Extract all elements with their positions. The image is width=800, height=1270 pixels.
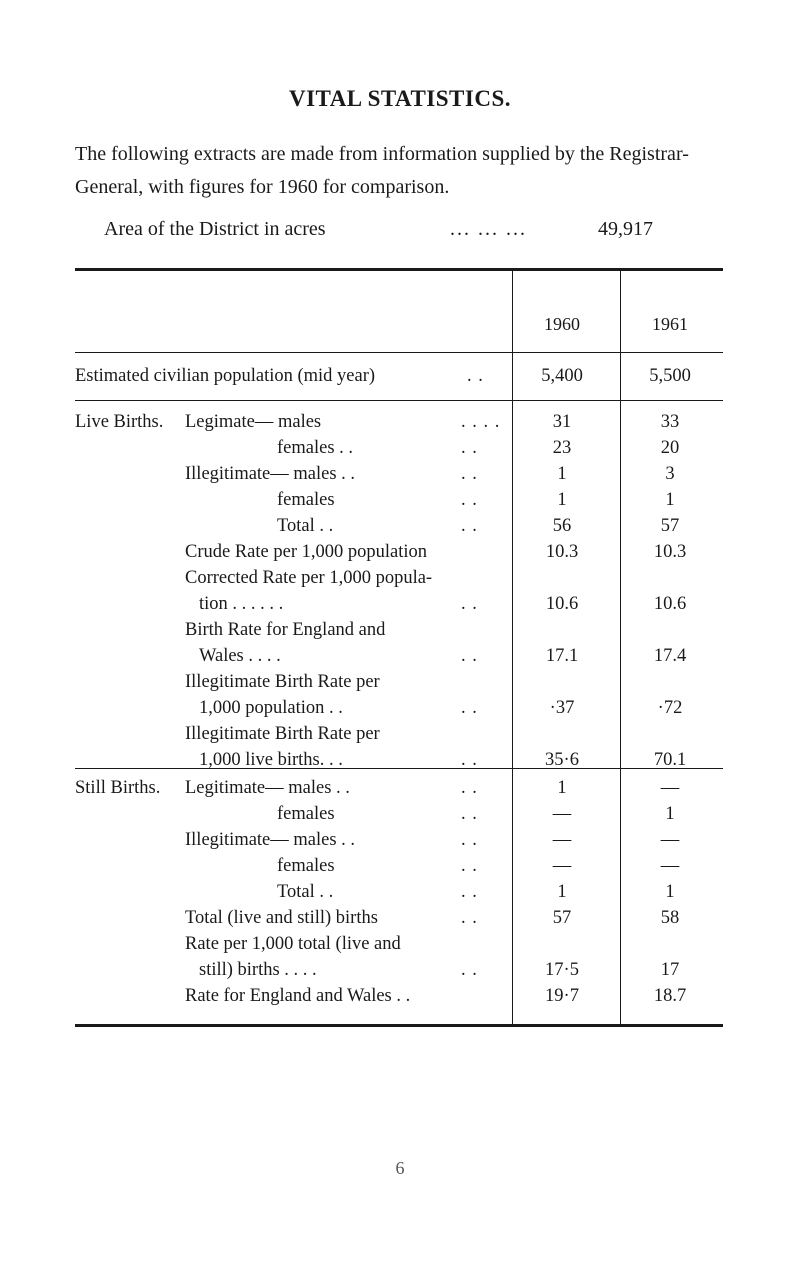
value-1960: 57 (552, 908, 572, 928)
row-leader: . . (461, 908, 478, 928)
row-leader: . . (461, 882, 478, 902)
intro-paragraph: The following extracts are made from information supplied by the Registrar-General, with figures for 1960 for comparison. (75, 143, 689, 198)
value-1960: — (552, 804, 572, 824)
table-row (75, 438, 725, 464)
table-row (75, 568, 725, 594)
table-row (75, 856, 725, 882)
row-label: Legitimate— males . . (185, 778, 350, 798)
row-leader: . . (467, 366, 484, 386)
value-1961: 20 (660, 438, 680, 458)
value-1960: ·37 (549, 698, 575, 718)
value-1961: 5,500 (649, 366, 691, 386)
table-bottom-rule (75, 1024, 723, 1027)
value-1961: 18.7 (653, 986, 687, 1006)
column-header-1961: 1961 (652, 314, 688, 334)
row-label: Rate per 1,000 total (live and (185, 934, 401, 954)
row-label: tion . . . . . . (199, 594, 284, 614)
value-1961: 1 (665, 804, 675, 824)
section-label: Still Births. (75, 778, 161, 798)
table-row (75, 830, 725, 856)
row-label: females (277, 804, 335, 824)
table-row (75, 986, 725, 1012)
value-1961: 10.6 (653, 594, 687, 614)
row-label: females . . (277, 438, 354, 458)
row-label: Total . . (277, 882, 334, 902)
table-row (75, 672, 725, 698)
row-leader: . . (461, 804, 478, 824)
value-1961: ·72 (657, 698, 683, 718)
table-row (75, 882, 725, 908)
table-row (75, 542, 725, 568)
row-label: Legimate— males (185, 412, 322, 432)
row-label: Birth Rate for England and (185, 620, 386, 640)
value-1961: 1 (665, 490, 675, 510)
value-1960: 1 (557, 490, 567, 510)
value-1961: — (660, 830, 680, 850)
row-leader: . . (461, 516, 478, 536)
section-label: Live Births. (75, 412, 164, 432)
row-label: Corrected Rate per 1,000 popula- (185, 568, 433, 588)
row-label: Wales . . . . (199, 646, 281, 666)
table-row (75, 516, 725, 542)
population-rule (75, 400, 723, 401)
population-row (75, 366, 725, 392)
area-leader-dots: ... ... ... (450, 218, 527, 240)
area-label: Area of the District in acres (104, 218, 326, 240)
table-row (75, 724, 725, 750)
value-1960: 23 (552, 438, 572, 458)
vital-statistics-table (75, 268, 725, 1028)
row-label: Total (live and still) births (185, 908, 378, 928)
value-1960: 31 (552, 412, 572, 432)
value-1960: 17.1 (545, 646, 579, 666)
header-rule (75, 352, 723, 353)
row-leader: . . (461, 778, 478, 798)
value-1961: 70.1 (653, 750, 687, 770)
table-row (75, 698, 725, 724)
value-1961: 17 (660, 960, 680, 980)
value-1960: 17·5 (545, 960, 579, 980)
row-leader: . . (461, 960, 478, 980)
row-label: Illegitimate— males . . (185, 830, 356, 850)
table-row (75, 594, 725, 620)
row-leader: . . . . (461, 412, 501, 432)
value-1960: — (552, 830, 572, 850)
table-row (75, 778, 725, 804)
row-label: females (277, 856, 335, 876)
row-leader: . . (461, 830, 478, 850)
table-header-row (75, 314, 725, 340)
value-1961: 57 (660, 516, 680, 536)
value-1961: 33 (660, 412, 680, 432)
table-row (75, 960, 725, 986)
area-value: 49,917 (598, 218, 653, 240)
table-row (75, 490, 725, 516)
row-leader: . . (461, 856, 478, 876)
table-row (75, 934, 725, 960)
table-row (75, 464, 725, 490)
row-label: females (277, 490, 335, 510)
row-leader: . . (461, 594, 478, 614)
row-label: 1,000 population . . (199, 698, 343, 718)
row-leader: . . (461, 646, 478, 666)
value-1961: 10.3 (653, 542, 687, 562)
page-number: 6 (395, 1158, 405, 1178)
value-1960: 56 (552, 516, 572, 536)
value-1960: 1 (557, 882, 567, 902)
table-row (75, 412, 725, 438)
table-row (75, 646, 725, 672)
value-1960: 5,400 (541, 366, 583, 386)
page-title: VITAL STATISTICS. (289, 86, 511, 111)
row-label: Rate for England and Wales . . (185, 986, 411, 1006)
row-leader: . . (461, 698, 478, 718)
value-1961: — (660, 778, 680, 798)
value-1960: 19·7 (545, 986, 579, 1006)
table-row (75, 804, 725, 830)
value-1961: 58 (660, 908, 680, 928)
table-row (75, 750, 725, 776)
row-label: still) births . . . . (199, 960, 317, 980)
value-1961: 1 (665, 882, 675, 902)
value-1960: 1 (557, 778, 567, 798)
column-header-1960: 1960 (544, 314, 580, 334)
row-label: Illegitimate Birth Rate per (185, 672, 380, 692)
value-1960: 35·6 (545, 750, 579, 770)
value-1960: — (552, 856, 572, 876)
value-1960: 1 (557, 464, 567, 484)
row-label: Estimated civilian population (mid year) (75, 366, 376, 386)
table-row (75, 908, 725, 934)
value-1961: 3 (665, 464, 675, 484)
row-leader: . . (461, 490, 478, 510)
value-1961: — (660, 856, 680, 876)
row-label: Crude Rate per 1,000 population (185, 542, 427, 562)
value-1960: 10.6 (545, 594, 579, 614)
row-label: 1,000 live births. . . (199, 750, 343, 770)
row-leader: . . (461, 750, 478, 770)
area-line (104, 218, 744, 241)
value-1960: 10.3 (545, 542, 579, 562)
row-label: Illegitimate Birth Rate per (185, 724, 380, 744)
row-label: Illegitimate— males . . (185, 464, 356, 484)
row-label: Total . . (277, 516, 334, 536)
row-leader: . . (461, 438, 478, 458)
table-top-rule (75, 268, 723, 271)
value-1961: 17.4 (653, 646, 687, 666)
row-leader: . . (461, 464, 478, 484)
table-row (75, 620, 725, 646)
